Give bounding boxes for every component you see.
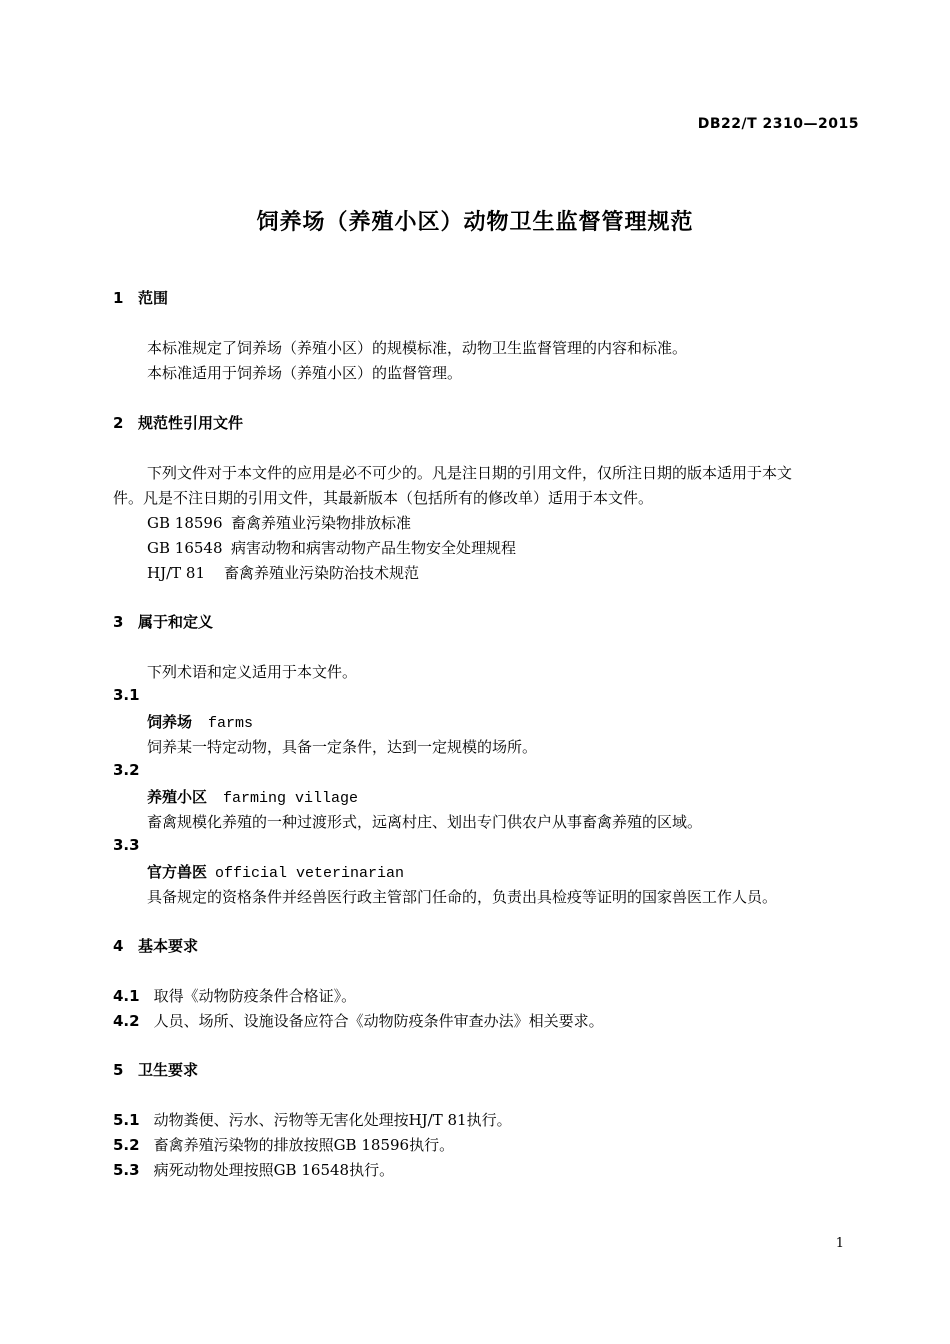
paragraph: 本标准适用于饲养场（养殖小区）的监督管理。 [147, 364, 463, 382]
clause [113, 1134, 454, 1155]
paragraph-line: 下列文件对于本文件的应用是必不可少的。凡是注日期的引用文件，仅所注日期的版本适用于本文 [147, 464, 793, 482]
standard-number: DB22/T 2310—2015 [697, 116, 859, 132]
section-title: 基本要求 [138, 937, 199, 955]
reference-title: 病害动物和病害动物产品生物安全处理规程 [231, 539, 517, 557]
clause-number: 5.1 [113, 1111, 140, 1129]
term-entry [147, 711, 253, 732]
section-number: 4 [113, 937, 124, 955]
normative-reference [147, 512, 411, 533]
term-definition: 畜禽规模化养殖的一种过渡形式，远离村庄、划出专门供农户从事畜禽养殖的区域。 [147, 813, 703, 831]
term-number: 3.3 [113, 836, 140, 854]
section-title: 范围 [138, 289, 169, 307]
clause-text: 畜禽养殖污染物的排放按照GB 18596执行。 [153, 1136, 455, 1154]
normative-reference [147, 537, 516, 558]
section-number: 1 [113, 289, 124, 307]
paragraph: 下列术语和定义适用于本文件。 [147, 663, 358, 681]
section-number: 5 [113, 1061, 124, 1079]
term-number: 3.2 [113, 761, 140, 779]
clause-text: 病死动物处理按照GB 16548执行。 [153, 1161, 395, 1179]
section-5-heading [113, 1059, 198, 1080]
normative-reference [147, 562, 419, 583]
clause-text: 动物粪便、污水、污物等无害化处理按HJ/T 81执行。 [153, 1111, 512, 1129]
term-chinese: 官方兽医 [147, 863, 208, 881]
term-chinese: 饲养场 [147, 713, 193, 731]
term-chinese: 养殖小区 [147, 788, 208, 806]
clause-number: 4.2 [113, 1012, 140, 1030]
section-3-heading [113, 611, 213, 632]
term-entry [147, 861, 404, 882]
section-title: 属于和定义 [138, 613, 214, 631]
clause-text: 人员、场所、设施设备应符合《动物防疫条件审查办法》相关要求。 [153, 1012, 604, 1030]
clause [113, 1010, 604, 1031]
reference-code: HJ/T 81 [147, 564, 206, 582]
section-1-heading [113, 287, 168, 308]
term-number: 3.1 [113, 686, 140, 704]
clause [113, 985, 356, 1006]
term-english: official veterinarian [215, 865, 405, 882]
clause-text: 取得《动物防疫条件合格证》。 [153, 987, 357, 1005]
page-number: 1 [835, 1236, 844, 1251]
section-title: 规范性引用文件 [138, 414, 244, 432]
clause-number: 5.3 [113, 1161, 140, 1179]
section-2-heading [113, 412, 243, 433]
clause-number: 5.2 [113, 1136, 140, 1154]
section-number: 3 [113, 613, 124, 631]
reference-code: GB 16548 [147, 539, 223, 557]
term-entry [147, 786, 358, 807]
paragraph: 本标准规定了饲养场（养殖小区）的规模标准，动物卫生监督管理的内容和标准。 [147, 339, 688, 357]
clause [113, 1159, 394, 1180]
section-4-heading [113, 935, 198, 956]
document-title: 饲养场（养殖小区）动物卫生监督管理规范 [256, 210, 694, 235]
reference-title: 畜禽养殖业污染防治技术规范 [224, 564, 420, 582]
reference-title: 畜禽养殖业污染物排放标准 [231, 514, 412, 532]
term-english: farming village [223, 790, 359, 807]
section-number: 2 [113, 414, 124, 432]
term-definition: 饲养某一特定动物，具备一定条件，达到一定规模的场所。 [147, 738, 538, 756]
term-definition: 具备规定的资格条件并经兽医行政主管部门任命的，负责出具检疫等证明的国家兽医工作人员。 [147, 888, 778, 906]
paragraph-line: 件。凡是不注日期的引用文件，其最新版本（包括所有的修改单）适用于本文件。 [113, 489, 654, 507]
term-english: farms [208, 715, 254, 732]
clause-number: 4.1 [113, 987, 140, 1005]
section-title: 卫生要求 [138, 1061, 199, 1079]
reference-code: GB 18596 [147, 514, 223, 532]
clause [113, 1109, 512, 1130]
